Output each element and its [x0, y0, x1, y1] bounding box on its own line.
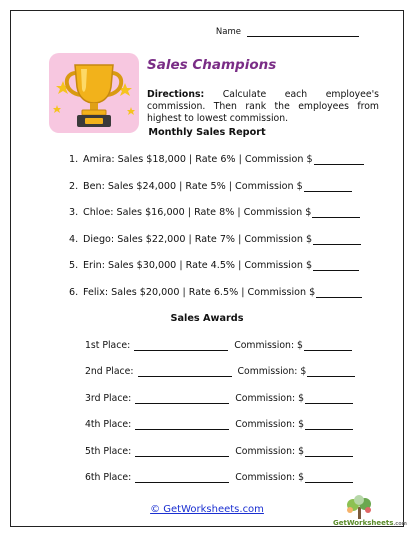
- item-number: 4.: [69, 234, 79, 245]
- commission-answer-line[interactable]: [304, 182, 352, 192]
- tree-logo-icon: [333, 495, 407, 533]
- commission-answer-line[interactable]: [312, 208, 360, 218]
- directions-label: Directions:: [147, 89, 205, 100]
- getworksheets-logo: [333, 495, 407, 533]
- directions-body: Calculate each employee's commission. Then rank the employees from highest to lowest commission.: [147, 89, 379, 124]
- name-answer-line[interactable]: [134, 341, 228, 351]
- commission-label: Commission: $: [234, 340, 303, 351]
- trophy-icon: [49, 53, 139, 133]
- place-label: 6th Place:: [85, 472, 132, 483]
- name-answer-line[interactable]: [135, 420, 229, 430]
- report-item: [69, 154, 364, 165]
- name-answer-line[interactable]: [135, 394, 229, 404]
- report-item: [69, 260, 359, 271]
- commission-answer-line[interactable]: [316, 288, 362, 298]
- footer-copyright-link[interactable]: © GetWorksheets.com: [150, 504, 264, 515]
- award-row: [85, 340, 352, 351]
- commission-label: Commission: $: [235, 419, 304, 430]
- item-text: Felix: Sales $20,000 | Rate 6.5% | Commission $: [83, 287, 316, 298]
- name-input-line[interactable]: [247, 27, 359, 37]
- place-label: 5th Place:: [85, 446, 132, 457]
- item-number: 6.: [69, 287, 79, 298]
- report-item: [69, 287, 362, 298]
- item-text: Ben: Sales $24,000 | Rate 5% | Commission $: [83, 181, 303, 192]
- commission-answer-line[interactable]: [313, 235, 361, 245]
- place-label: 3rd Place:: [85, 393, 132, 404]
- award-row: [85, 366, 355, 377]
- awards-heading: Sales Awards: [170, 313, 244, 324]
- worksheet-page: [10, 10, 407, 527]
- commission-answer-line[interactable]: [313, 261, 359, 271]
- report-item: [69, 207, 360, 218]
- commission-label: Commission: $: [237, 366, 307, 377]
- trophy-illustration: [49, 53, 139, 133]
- item-number: 2.: [69, 181, 79, 192]
- report-heading: Monthly Sales Report: [148, 127, 266, 138]
- commission-label: Commission: $: [235, 393, 305, 404]
- commission-answer-line[interactable]: [314, 155, 364, 165]
- award-row: [85, 446, 353, 457]
- commission-answer-line[interactable]: [305, 473, 353, 483]
- worksheet-title: Sales Champions: [147, 57, 277, 73]
- commission-label: Commission: $: [235, 446, 304, 457]
- commission-answer-line[interactable]: [305, 447, 353, 457]
- report-item: [69, 181, 352, 192]
- commission-answer-line[interactable]: [305, 420, 353, 430]
- item-text: Chloe: Sales $16,000 | Rate 8% | Commission $: [83, 207, 312, 218]
- item-text: Amira: Sales $18,000 | Rate 6% | Commission $: [83, 154, 313, 165]
- place-label: 2nd Place:: [85, 366, 134, 377]
- commission-answer-line[interactable]: [304, 341, 352, 351]
- item-number: 3.: [69, 207, 79, 218]
- logo-text: GetWorksheets.com: [333, 519, 407, 527]
- name-answer-line[interactable]: [135, 473, 229, 483]
- commission-answer-line[interactable]: [305, 394, 353, 404]
- place-label: 1st Place:: [85, 340, 131, 351]
- award-row: [85, 419, 353, 430]
- name-field-row: [216, 27, 359, 37]
- directions-text: [147, 89, 379, 125]
- award-row: [85, 393, 353, 404]
- name-answer-line[interactable]: [138, 367, 232, 377]
- award-row: [85, 472, 353, 483]
- item-text: Erin: Sales $30,000 | Rate 4.5% | Commission $: [83, 260, 313, 271]
- item-number: 5.: [69, 260, 79, 271]
- item-text: Diego: Sales $22,000 | Rate 7% | Commission $: [83, 234, 313, 245]
- name-answer-line[interactable]: [135, 447, 229, 457]
- commission-answer-line[interactable]: [307, 367, 355, 377]
- name-label: Name: [215, 27, 241, 37]
- item-number: 1.: [69, 154, 79, 165]
- report-item: [69, 234, 361, 245]
- place-label: 4th Place:: [85, 419, 132, 430]
- commission-label: Commission: $: [235, 472, 304, 483]
